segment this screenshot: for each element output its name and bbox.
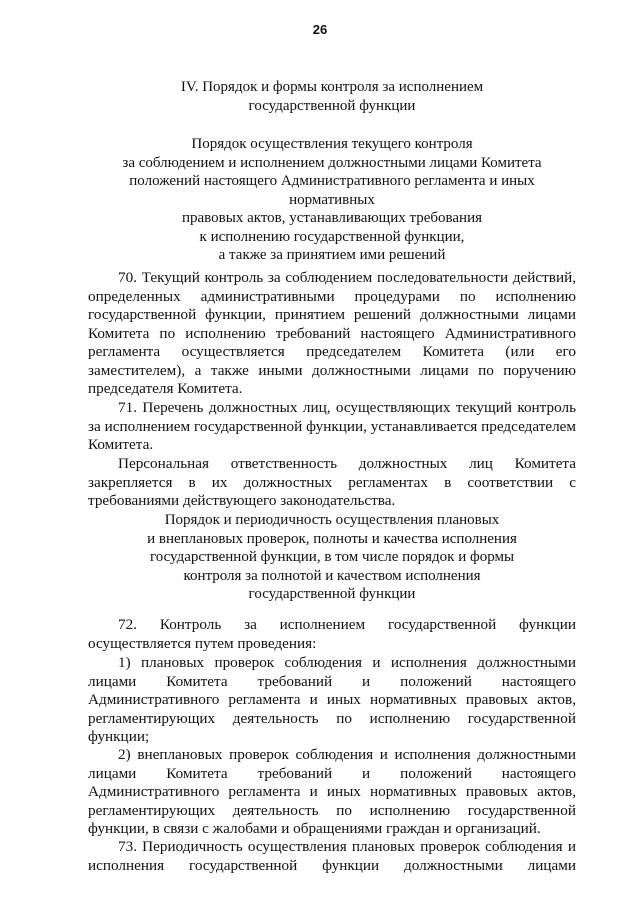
- paragraph-line: функции, в связи с жалобами и обращениями граждан и организаций.: [88, 820, 541, 837]
- subsection-title-line: к исполнению государственной функции,: [199, 228, 465, 245]
- paragraph-71: [88, 399, 576, 455]
- paragraph-line: государственной функции, принятием решений должностными лицами: [88, 306, 576, 323]
- paragraph-responsibility: [88, 455, 576, 511]
- subsection-title-inspections: [88, 511, 576, 604]
- subsection-title-line: положений настоящего Административного регламента и иных: [129, 173, 535, 189]
- subsection-title-line: Порядок и периодичность осуществления плановых: [164, 512, 500, 528]
- subsection-title-line: правовых актов, устанавливающих требования: [182, 210, 482, 226]
- section-title-line: государственной функции: [248, 97, 416, 114]
- subsection-title-line: за соблюдением и исполнением должностными лицами Комитета: [122, 154, 542, 171]
- paragraph-line: председателя Комитета.: [88, 380, 243, 397]
- paragraph-line: 2) внеплановых проверок соблюдения и исполнения должностными: [118, 746, 576, 763]
- paragraph-line: требованиями действующего законодательства.: [88, 492, 396, 509]
- paragraph-line: Административного регламента и иных нормативных правовых актов,: [88, 783, 576, 800]
- subsection-title-current-control: [80, 135, 584, 265]
- section-title: [88, 78, 576, 115]
- paragraph-line: 71. Перечень должностных лиц, осуществляющих текущий контроль: [118, 399, 576, 416]
- paragraph-line: заместителем), а также иными должностными лицами по поручению: [88, 361, 576, 379]
- paragraph-line: Комитета по исполнению требований настоящего Административного: [88, 324, 576, 342]
- paragraph-73: [88, 838, 576, 875]
- paragraph-line: регламентирующих деятельность по исполнению государственной: [88, 709, 576, 727]
- subsection-title-line: Порядок осуществления текущего контроля: [191, 136, 473, 152]
- paragraph-72: [88, 616, 576, 653]
- paragraph-line: 1) плановых проверок соблюдения и исполнения должностными: [118, 654, 576, 671]
- paragraph-line: осуществляется путем проведения:: [88, 634, 317, 652]
- paragraph-line: лицами Комитета требований и положений настоящего: [88, 672, 576, 690]
- paragraph-70: [88, 269, 576, 399]
- paragraph-line: Комитета.: [88, 436, 154, 453]
- subsection-title-line: нормативных: [289, 191, 375, 208]
- paragraph-line: Административного регламента и иных нормативных правовых актов,: [88, 691, 576, 708]
- paragraph-line: лицами Комитета требований и положений настоящего: [88, 764, 576, 782]
- paragraph-line: закрепляется в их должностных регламентах в соответствии с: [88, 473, 576, 491]
- subsection-title-line: контроля за полнотой и качеством исполнения: [183, 567, 481, 584]
- subsection-title-line: а также за принятием ими решений: [218, 247, 446, 263]
- paragraph-line: исполнения государственной функции должностными лицами: [88, 856, 576, 874]
- paragraph-line: 72. Контроль за исполнением государственной функции: [118, 616, 576, 633]
- paragraph-72-item-2: [88, 746, 576, 839]
- section-title-line: IV. Порядок и формы контроля за исполнением: [180, 79, 484, 95]
- paragraph-line: 73. Периодичность осуществления плановых проверок соблюдения и: [118, 838, 576, 855]
- page-number: 26: [312, 22, 328, 37]
- paragraph-line: определенных административными процедурами по исполнению: [88, 287, 576, 305]
- subsection-title-line: и внеплановых проверок, полноты и качества исполнения: [147, 530, 517, 547]
- paragraph-line: регламентирующих деятельность по исполнению государственной: [88, 801, 576, 819]
- paragraph-line: 70. Текущий контроль за соблюдением последовательности действий,: [118, 269, 576, 286]
- subsection-title-line: государственной функции: [248, 586, 416, 602]
- paragraph-line: Персональная ответственность должностных лиц Комитета: [118, 455, 576, 472]
- paragraph-line: регламента осуществляется председателем Комитета (или его: [88, 343, 576, 360]
- subsection-title-line: государственной функции, в том числе порядок и формы: [149, 549, 515, 565]
- paragraph-line: функции;: [88, 728, 150, 745]
- paragraph-72-item-1: [88, 654, 576, 747]
- paragraph-line: за исполнением государственной функции, устанавливается председателем: [88, 417, 576, 435]
